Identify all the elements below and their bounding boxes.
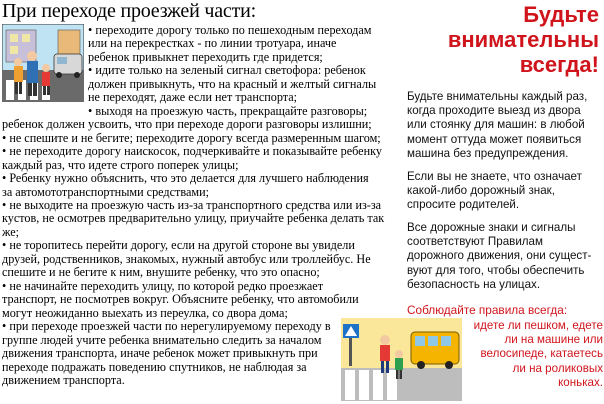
rules-title: Соблюдайте правила всегда:: [407, 303, 568, 317]
guideline-line: друзей, родственников, знакомых, нужный автобус или троллейбус. Не: [2, 251, 371, 266]
guideline-line: ребенок привыкнет переходить где придется;: [88, 49, 323, 64]
guideline-line: каждый раз, что идете строго поперек улицы;: [2, 157, 239, 172]
rules-line: коньках.: [558, 375, 603, 389]
paragraph-line: спросите родителей.: [407, 198, 520, 212]
guideline-line: за автомототранспортными средствами;: [2, 184, 209, 199]
rules-line: велосипеде, катаетесь: [480, 347, 603, 361]
guideline-line: группе людей учите ребенка внимательно следить за началом: [2, 332, 322, 347]
guideline-line: • Ребенку нужно объяснить, что это делается для лучшего наблюдения: [2, 171, 369, 186]
paragraph-line: Будьте внимательны каждый раз,: [407, 90, 588, 103]
paragraph-line: момент оттуда может появиться: [407, 132, 582, 146]
guideline-line: или на перекрестках - по линии тротуара, иначе: [88, 36, 337, 51]
guideline-line: переходе подражать поведению спутников, не наблюдая за: [2, 359, 307, 374]
guideline-line: • не переходите дорогу наискосок, подчеркивайте и показывайте ребенку: [2, 144, 382, 159]
guideline-line: кустов, не осмотрев предварительно улицу, приучайте ребенка делать так: [2, 211, 385, 226]
guideline-line: спешите и не бегите к ним, внушите ребенку, что это опасно;: [2, 265, 320, 280]
paragraph-line: какой-либо дорожный знак,: [407, 184, 555, 198]
headline-line: всегда!: [519, 52, 599, 77]
paragraph-line: Все дорожные знаки и сигналы: [407, 221, 576, 234]
paragraph-line: соответствуют Правилам: [407, 235, 543, 249]
guideline-line: • не начинайте переходить улицу, по которой редко проезжает: [2, 278, 324, 293]
paragraph-line: дорожного движения, они сущест-: [407, 249, 592, 263]
paragraph-line: машина без предупреждения.: [407, 146, 569, 160]
guideline-line: • выходя на проезжую часть, прекращайте разговоры;: [88, 103, 368, 118]
crossing-family-illustration: [2, 24, 84, 102]
rules-line: идете ли пешком, едете: [473, 319, 603, 332]
paragraph-road-signs: [407, 170, 601, 213]
guideline-line: могут неожиданно выехать из переулка, со двора дома;: [2, 305, 288, 320]
guideline-line: движением транспорта.: [2, 372, 125, 387]
guideline-line: же;: [2, 224, 20, 239]
paragraph-line: безопасность на улицах.: [407, 277, 541, 291]
guideline-line: • при переходе проезжей части по нерегулируемому переходу в: [2, 319, 331, 334]
guideline-line: • не торопитесь перейти дорогу, если на другой стороне вы увидели: [2, 238, 355, 253]
crossing-child-illustration: [341, 318, 462, 401]
guideline-line: • не спешите и не бегите; переходите дорогу всегда размеренным шагом;: [2, 130, 381, 145]
guideline-line: должен привыкнуть, что на красный и желтый сигналы: [88, 76, 377, 91]
guideline-line: • идите только на зеленый сигнал светофора: ребенок: [88, 63, 366, 78]
paragraph-line: когда проходите выезд из двора: [407, 104, 581, 118]
guideline-line: • переходите дорогу только по пешеходным переходам: [88, 23, 372, 37]
paragraph-line: Если вы не знаете, что означает: [407, 170, 582, 183]
paragraph-traffic-rules: [407, 221, 601, 292]
rules-body: [463, 319, 603, 390]
guideline-line: движения транспорта, иначе ребенок может привыкнуть при: [2, 346, 318, 361]
guideline-line: транспорт, не посмотрев вокруг. Объясните ребенку, что автомобили: [2, 292, 359, 307]
paragraph-line: вуют для того, чтобы обеспечить: [407, 263, 585, 277]
paragraph-line: или стоянку для машин: в любой: [407, 118, 585, 132]
paragraph-yard-exit: [407, 90, 601, 161]
guideline-line: не переходят, даже если нет транспорта;: [88, 90, 298, 105]
rules-line: ли на машине или: [504, 333, 603, 347]
guideline-line: • не выходите на проезжую часть из-за транспортного средства или из-за: [2, 197, 382, 212]
section-title: При переходе проезжей части:: [2, 0, 257, 22]
rules-line: ли на роликовых: [512, 361, 603, 375]
guideline-line: ребенок должен усвоить, что при переходе дороги разговоры излишни;: [2, 117, 372, 132]
headline-line: внимательны: [447, 27, 599, 52]
headline: [395, 2, 599, 77]
headline-line: Будьте: [523, 2, 599, 27]
